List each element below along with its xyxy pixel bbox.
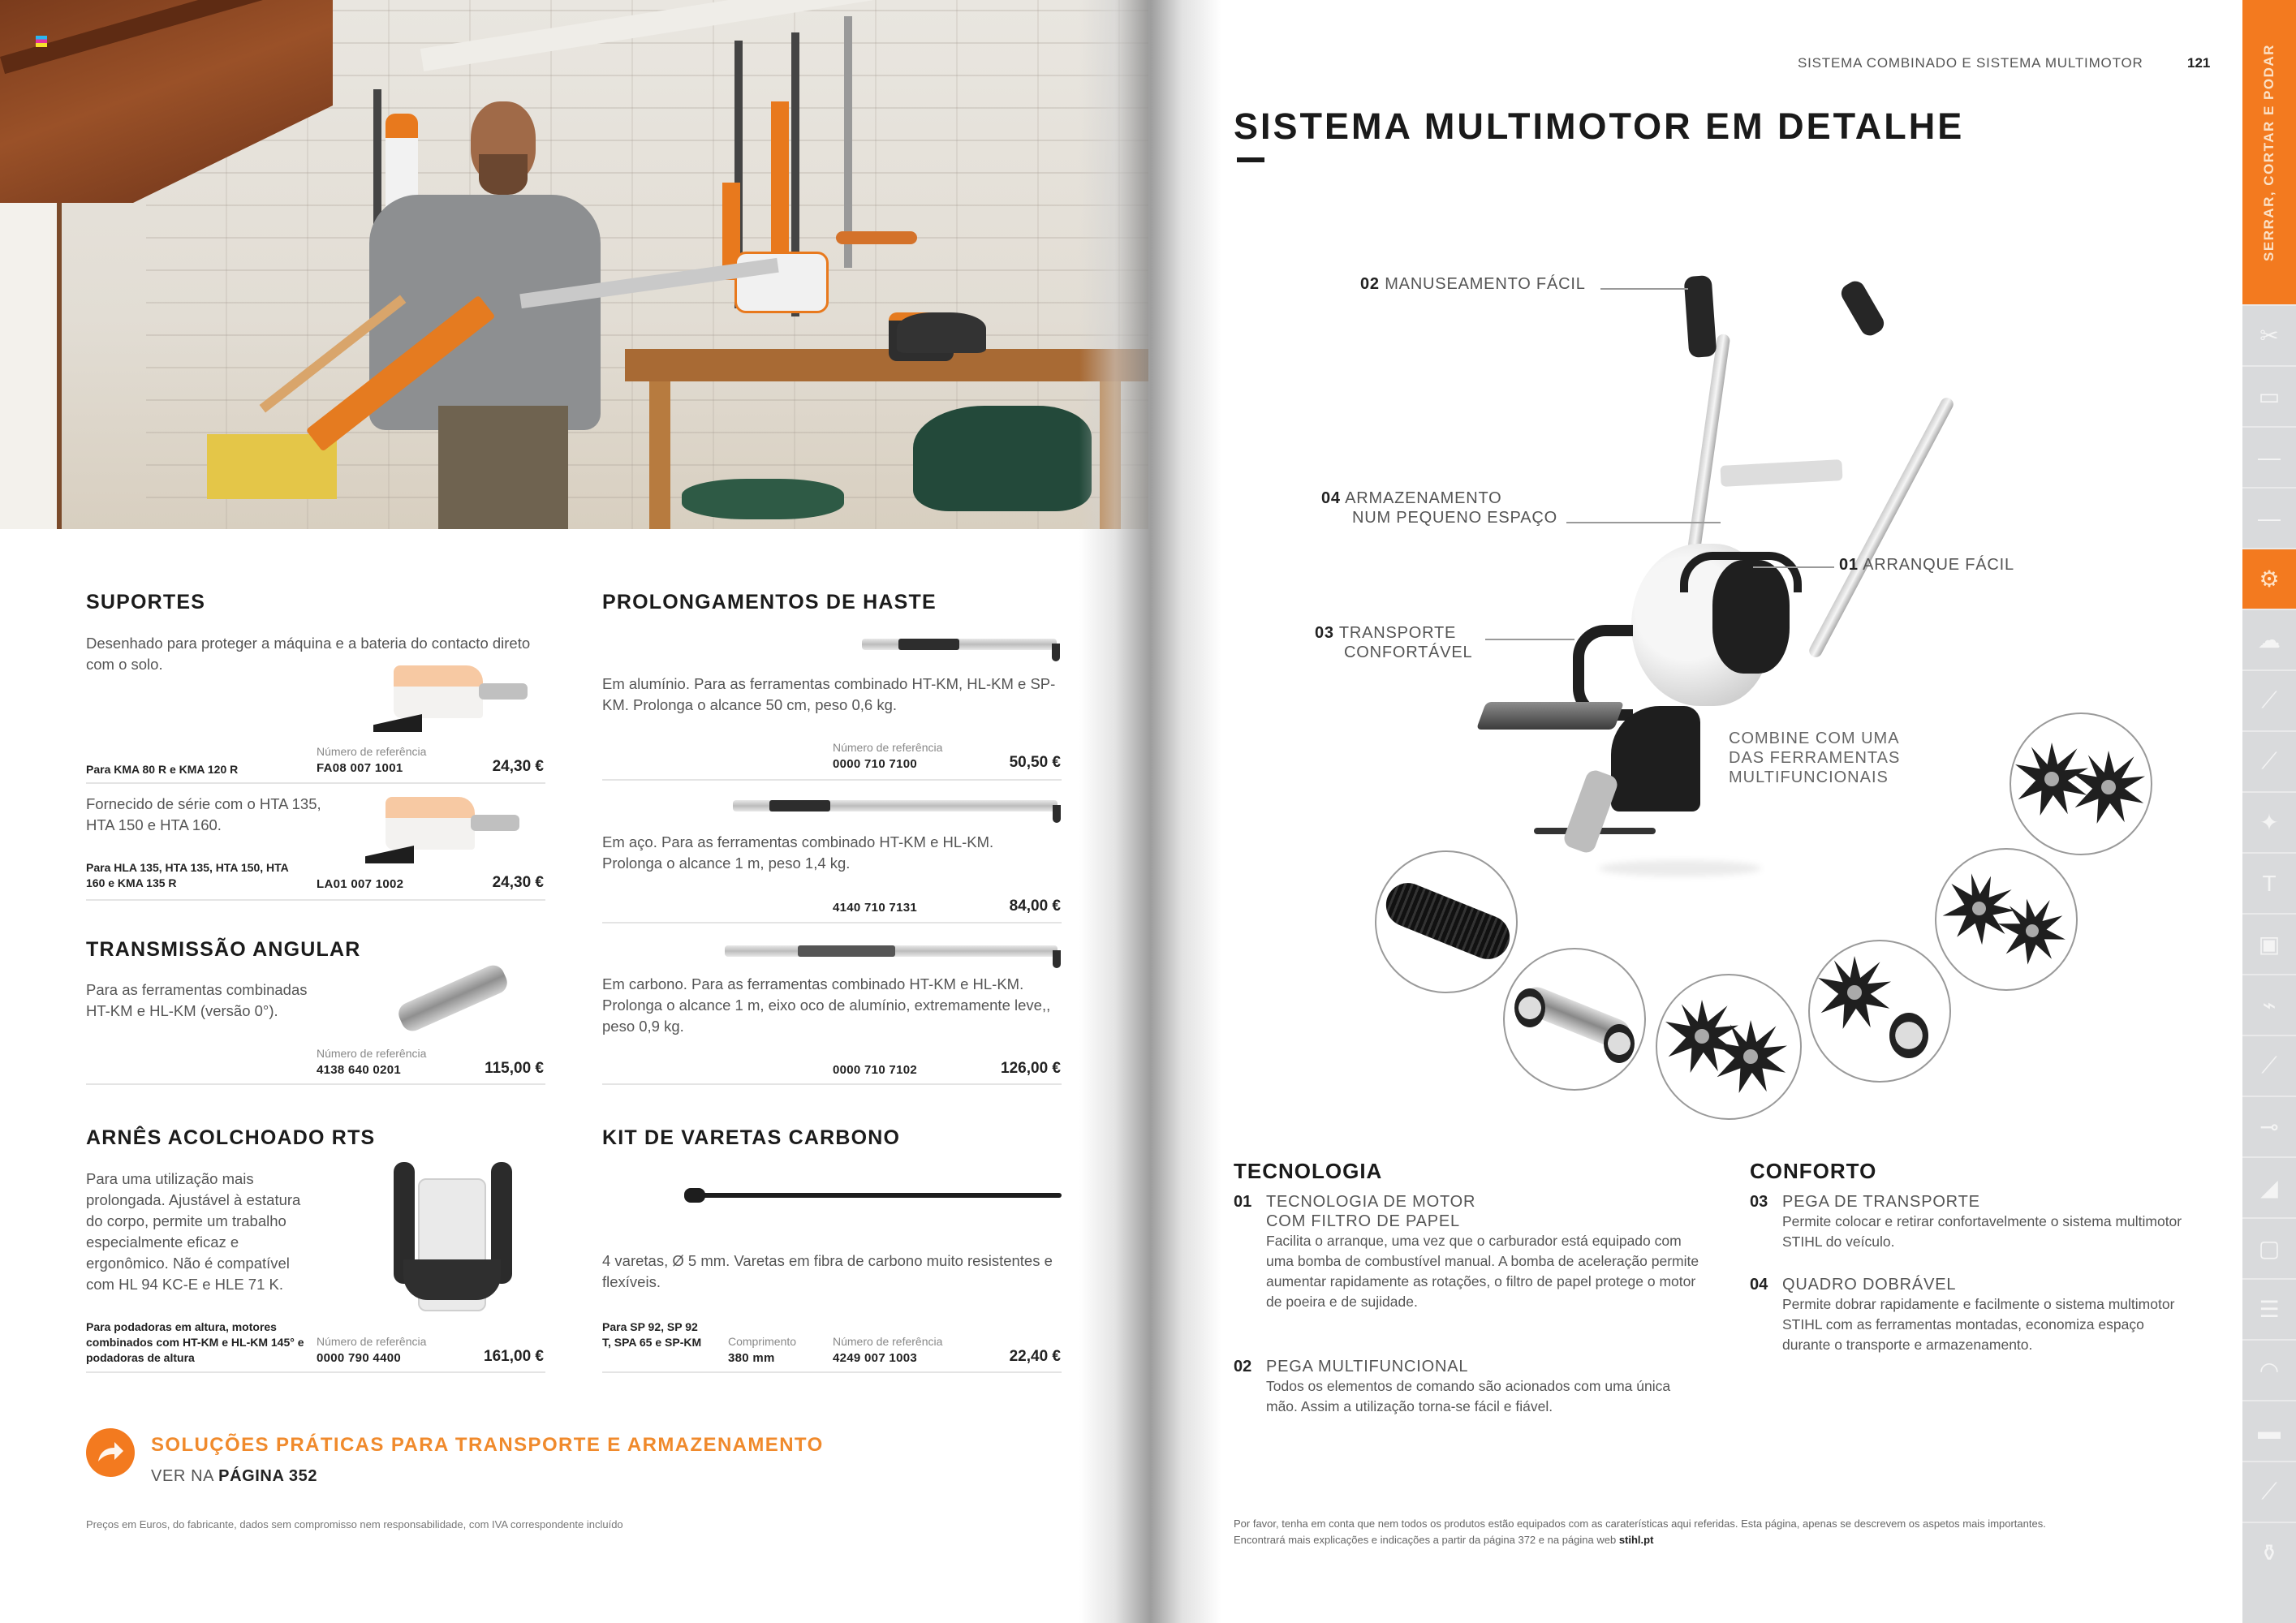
vacuum-icon: ⊸ xyxy=(2259,1114,2279,1139)
website-link[interactable]: stihl.pt xyxy=(1618,1534,1654,1546)
toolbox-icon: ▬ xyxy=(2258,1418,2281,1444)
chapter-tab-battery[interactable] xyxy=(2242,365,2296,426)
chapter-tab-mower[interactable] xyxy=(2242,974,2296,1035)
note-line xyxy=(1234,1532,2232,1548)
feature-02 xyxy=(1266,1357,1704,1417)
chapter-tab-chainsaw[interactable] xyxy=(2242,304,2296,365)
suportes-2-price: 24,30 € xyxy=(492,874,544,891)
ref-caption: Número de referência xyxy=(317,1047,427,1060)
section-title-suportes: SUPORTES xyxy=(86,591,206,613)
support-product-image xyxy=(373,665,544,738)
transmissao-description: Para as ferramentas combinadas HT-KM e HL-KM (versão 0°). xyxy=(86,981,308,1019)
divider xyxy=(86,782,545,784)
note-text: Encontrará mais explicações e indicações a partir da página 372 e na página web xyxy=(1234,1534,1619,1546)
conforto-title: CONFORTO xyxy=(1750,1159,1877,1183)
brushcutter-icon: — xyxy=(2258,444,2281,470)
callout-03 xyxy=(1315,623,1472,662)
chapter-tab-robot-mower[interactable] xyxy=(2242,1156,2296,1217)
callout-number: 03 xyxy=(1315,624,1334,642)
divider xyxy=(86,899,545,901)
multimotor-illustration xyxy=(1299,260,2029,893)
support-product-image xyxy=(365,797,544,870)
hanging-orange-tool xyxy=(771,101,789,264)
prolong-1-price: 50,50 € xyxy=(1009,754,1061,771)
section-title-arnes: ARNÊS ACOLCHOADO RTS xyxy=(86,1126,376,1149)
promo-page-link[interactable] xyxy=(151,1467,317,1486)
tool-cultivator xyxy=(1935,848,2078,991)
note-line: Por favor, tenha em conta que nem todos os produtos estão equipados com as caraterísticas aqui referidas. Esta página, apenas se descrevem os aspetos mais importantes. xyxy=(1234,1518,2046,1530)
feature-body: Permite colocar e retirar confortavelmente o sistema multimotor STIHL do veículo. xyxy=(1782,1213,2182,1250)
callout-number: 02 xyxy=(1360,275,1380,293)
page-number: 121 xyxy=(2187,55,2211,71)
feature-number: 03 xyxy=(1750,1193,1768,1211)
prolong-3-description: Em carbono. Para as ferramentas combinado HT-KM e HL-KM. Prolonga o alcance 1 m, eixo oco de alumínio, extremamente leve,, peso 0,9 kg. xyxy=(602,975,1051,1035)
feature-number: 02 xyxy=(1234,1358,1252,1375)
chapter-tab-trimmer[interactable] xyxy=(2242,1035,2296,1096)
hero-photo xyxy=(0,0,1148,529)
accessory-icon: ⟋ xyxy=(2261,1479,2277,1504)
sprayer-icon: ⟋ xyxy=(2261,687,2277,712)
aluminium-extension-image xyxy=(862,639,1057,650)
arnes-ref: 0000 790 4400 xyxy=(317,1351,401,1365)
tool-brush-roller xyxy=(1375,850,1518,993)
callout-number: 04 xyxy=(1321,489,1341,507)
suportes-1-price: 24,30 € xyxy=(492,758,544,775)
feature-heading: COM FILTRO DE PAPEL xyxy=(1266,1212,1460,1230)
carbon-rod-image xyxy=(684,1193,1062,1198)
divider xyxy=(602,779,1062,781)
chapter-tab-clothing[interactable] xyxy=(2242,1278,2296,1339)
chapter-tab-drill[interactable] xyxy=(2242,852,2296,913)
chapter-tab-hedge-trimmer[interactable] xyxy=(2242,487,2296,548)
pressure-washer-icon: ▢ xyxy=(2258,1236,2281,1261)
kit-price: 22,40 € xyxy=(1009,1348,1061,1365)
chapter-tab-shredder[interactable] xyxy=(2242,913,2296,974)
combine-tools-caption xyxy=(1729,729,1900,787)
suportes-2-description: Fornecido de série com o HTA 135, HTA 150 e HTA 160. xyxy=(86,795,321,833)
hedge-trimmer-icon: — xyxy=(2258,505,2281,531)
promo-page-number: PÁGINA 352 xyxy=(218,1467,318,1485)
tool-tiller-stars xyxy=(1656,974,1802,1120)
feature-heading: TECNOLOGIA DE MOTOR xyxy=(1266,1193,1476,1211)
callout-text: ARRANQUE FÁCIL xyxy=(1863,556,2014,574)
kit-ref: 4249 007 1003 xyxy=(833,1351,917,1365)
feature-03 xyxy=(1782,1192,2204,1252)
feature-heading: QUADRO DOBRÁVEL xyxy=(1782,1276,1957,1294)
feature-heading: PEGA MULTIFUNCIONAL xyxy=(1266,1358,1469,1375)
shredder-icon: ▣ xyxy=(2258,932,2281,957)
prolong-1-ref: 0000 710 7100 xyxy=(833,757,917,771)
kit-length: 380 mm xyxy=(728,1351,775,1365)
chapter-tab-pressure-washer[interactable] xyxy=(2242,1217,2296,1278)
section-title-prolongamentos: PROLONGAMENTOS DE HASTE xyxy=(602,591,937,613)
oil-icon: ⚱ xyxy=(2259,1540,2279,1565)
chapter-tab-helmet[interactable] xyxy=(2242,1339,2296,1400)
chapter-label-text: SERRAR, CORTAR E PODAR xyxy=(2261,43,2277,261)
drill-icon: T xyxy=(2262,870,2277,896)
feature-number: 01 xyxy=(1234,1193,1252,1211)
transmissao-price: 115,00 € xyxy=(485,1060,544,1077)
prolong-2-ref: 4140 710 7131 xyxy=(833,901,917,915)
callout-leader-line xyxy=(1600,288,1688,290)
callout-02 xyxy=(1360,274,1586,294)
callout-text: NUM PEQUENO ESPAÇO xyxy=(1352,509,1557,527)
clothing-icon: ☰ xyxy=(2259,1297,2280,1322)
prolong-1-description: Em alumínio. Para as ferramentas combinado HT-KM, HL-KM e SP-KM. Prolonga o alcance 50 cm, peso 0,6 kg. xyxy=(602,675,1056,713)
callout-text: CONFORTÁVEL xyxy=(1344,644,1473,661)
garage-door xyxy=(0,203,62,529)
hanging-tool xyxy=(844,16,852,268)
robot-mower-icon: ◢ xyxy=(2260,1175,2278,1200)
callout-leader-line xyxy=(1566,522,1721,523)
prolong-2-description: Em aço. Para as ferramentas combinado HT-KM e HL-KM. Prolonga o alcance 1 m, peso 1,4 kg. xyxy=(602,833,994,872)
workbench-top xyxy=(625,349,1148,381)
tool-star-with-wheel xyxy=(1808,940,1951,1083)
combine-line: COMBINE COM UMA xyxy=(1729,730,1900,747)
suportes-1-for: Para KMA 80 R e KMA 120 R xyxy=(86,763,239,776)
print-color-bar xyxy=(36,36,47,47)
divider xyxy=(602,922,1062,923)
chapter-tab-toolbox[interactable] xyxy=(2242,1400,2296,1461)
arnes-description: Para uma utilização mais prolongada. Ajustável à estatura do corpo, permite um trabalho especialmente eficaz e ergonômico. Não é compatível com HL 94 KC-E e HLE 71 K. xyxy=(86,1170,301,1293)
callout-text: TRANSPORTE xyxy=(1338,624,1457,642)
callout-01 xyxy=(1839,555,2014,575)
chapter-tab-multimotor[interactable] xyxy=(2242,548,2296,609)
callout-number: 01 xyxy=(1839,556,1859,574)
chapter-tab-label xyxy=(2242,0,2296,304)
kit-description: 4 varetas, Ø 5 mm. Varetas em fibra de carbono muito resistentes e flexíveis. xyxy=(602,1252,1053,1290)
ref-caption: Número de referência xyxy=(317,745,427,758)
divider xyxy=(86,1371,545,1373)
price-footnote: Preços em Euros, do fabricante, dados sem compromisso nem responsabilidade, com IVA correspondente incluído xyxy=(86,1518,623,1530)
kombi-engine xyxy=(734,252,829,313)
chapter-tab-accessory[interactable] xyxy=(2242,1461,2296,1522)
divider xyxy=(602,1371,1062,1373)
callout-04 xyxy=(1321,489,1557,527)
callout-leader-line xyxy=(1485,639,1574,640)
suportes-2-for: Para HLA 135, HTA 135, HTA 150, HTA 160 e KMA 135 R xyxy=(86,861,289,889)
arnes-for: Para podadoras em altura, motores combinados com HT-KM e HL-KM 145° e podadoras de altura xyxy=(86,1320,304,1364)
steel-extension-image xyxy=(733,800,1058,812)
harness-image xyxy=(386,1162,519,1308)
carbon-extension-image xyxy=(725,945,1058,957)
tool-tiller-stars-large xyxy=(2010,712,2152,855)
cutoff-saw-icon: ✦ xyxy=(2259,810,2279,835)
chapter-tab-vacuum[interactable] xyxy=(2242,1096,2296,1156)
transmissao-ref: 4138 640 0201 xyxy=(317,1063,401,1077)
man-trousers xyxy=(438,406,568,529)
promo-link-button[interactable] xyxy=(86,1428,135,1477)
chapter-tab-oil[interactable] xyxy=(2242,1522,2296,1582)
prolong-3-ref: 0000 710 7102 xyxy=(833,1063,917,1077)
blower-icon: ☁ xyxy=(2258,627,2281,652)
feature-body: Permite dobrar rapidamente e facilmente o sistema multimotor STIHL com as ferramentas montadas, economiza espaço durante o transporte e armazenamento. xyxy=(1782,1296,2175,1353)
feature-number: 04 xyxy=(1750,1276,1768,1294)
book-gutter-shadow xyxy=(1079,0,1221,1623)
battery-icon: ▭ xyxy=(2258,384,2281,409)
feature-body: Todos os elementos de comando são acionados com uma única mão. Assim a utilização torna-se fácil e fiável. xyxy=(1266,1378,1671,1414)
section-title-transmissao: TRANSMISSÃO ANGULAR xyxy=(86,938,361,961)
feature-heading: PEGA DE TRANSPORTE xyxy=(1782,1193,1980,1211)
man-beard xyxy=(479,154,528,195)
suportes-1-ref: FA08 007 1001 xyxy=(317,761,403,775)
tool-aerator xyxy=(1503,948,1646,1091)
combine-line: DAS FERRAMENTAS xyxy=(1729,749,1901,767)
ref-caption: Número de referência xyxy=(833,1335,943,1348)
arnes-price: 161,00 € xyxy=(484,1348,544,1365)
feature-01 xyxy=(1266,1192,1704,1312)
divider xyxy=(86,1083,545,1085)
callout-text: MANUSEAMENTO FÁCIL xyxy=(1385,275,1586,293)
promo-title[interactable]: SOLUÇÕES PRÁTICAS PARA TRANSPORTE E ARMAZENAMENTO xyxy=(151,1434,824,1456)
kit-for: Para SP 92, SP 92 T, SPA 65 e SP-KM xyxy=(602,1320,702,1349)
tecnologia-title: TECNOLOGIA xyxy=(1234,1159,1383,1183)
ref-caption: Número de referência xyxy=(317,1335,427,1348)
hanging-handle xyxy=(836,231,917,244)
green-tarp xyxy=(682,479,844,519)
backpack-battery xyxy=(897,312,986,353)
chapter-tab-pole-pruner[interactable] xyxy=(2242,730,2296,791)
promo-prefix: VER NA xyxy=(151,1467,219,1485)
helmet-icon: ◠ xyxy=(2259,1358,2280,1383)
green-bag xyxy=(913,406,1092,511)
running-header: SISTEMA COMBINADO E SISTEMA MULTIMOTOR xyxy=(1798,55,2143,71)
angle-gear-image xyxy=(395,962,511,1035)
section-title-kit: KIT DE VARETAS CARBONO xyxy=(602,1126,901,1149)
prolong-2-price: 84,00 € xyxy=(1009,898,1061,915)
ref-caption: Número de referência xyxy=(833,741,943,754)
arrow-forward-icon xyxy=(97,1440,124,1465)
chapter-tab-brushcutter[interactable] xyxy=(2242,426,2296,487)
chainsaw-icon: ✂ xyxy=(2259,323,2279,348)
pole-pruner-icon: ⟋ xyxy=(2261,748,2277,773)
multimotor-icon: ⚙ xyxy=(2259,566,2280,592)
chapter-tab-sprayer[interactable] xyxy=(2242,669,2296,730)
suportes-1-description: Desenhado para proteger a máquina e a bateria do contacto direto com o solo. xyxy=(86,635,531,673)
chapter-tab-blower[interactable] xyxy=(2242,609,2296,669)
disclaimer-note xyxy=(1234,1516,2232,1548)
callout-leader-line xyxy=(1753,566,1834,568)
length-caption: Comprimento xyxy=(728,1335,797,1348)
chapter-tab-cutoff-saw[interactable] xyxy=(2242,791,2296,852)
workbench-leg xyxy=(649,381,670,529)
prolong-3-price: 126,00 € xyxy=(1001,1060,1061,1077)
feature-body: Facilita o arranque, uma vez que o carburador está equipado com uma bomba de combustível manual. A bomba de aceleração permite aumentar rapidamente as rotações, o filtro de papel protege o motor de poeira e de sujidade. xyxy=(1266,1233,1699,1310)
mower-icon: ⌁ xyxy=(2262,992,2277,1018)
divider xyxy=(602,1083,1062,1085)
callout-text: ARMAZENAMENTO xyxy=(1345,489,1502,507)
page-title: SISTEMA MULTIMOTOR EM DETALHE xyxy=(1234,105,1965,147)
combine-line: MULTIFUNCIONAIS xyxy=(1729,768,1889,786)
suportes-2-ref: LA01 007 1002 xyxy=(317,877,404,891)
trimmer-icon: ⟋ xyxy=(2261,1053,2277,1078)
title-underline xyxy=(1237,157,1264,162)
feature-04 xyxy=(1782,1275,2188,1355)
